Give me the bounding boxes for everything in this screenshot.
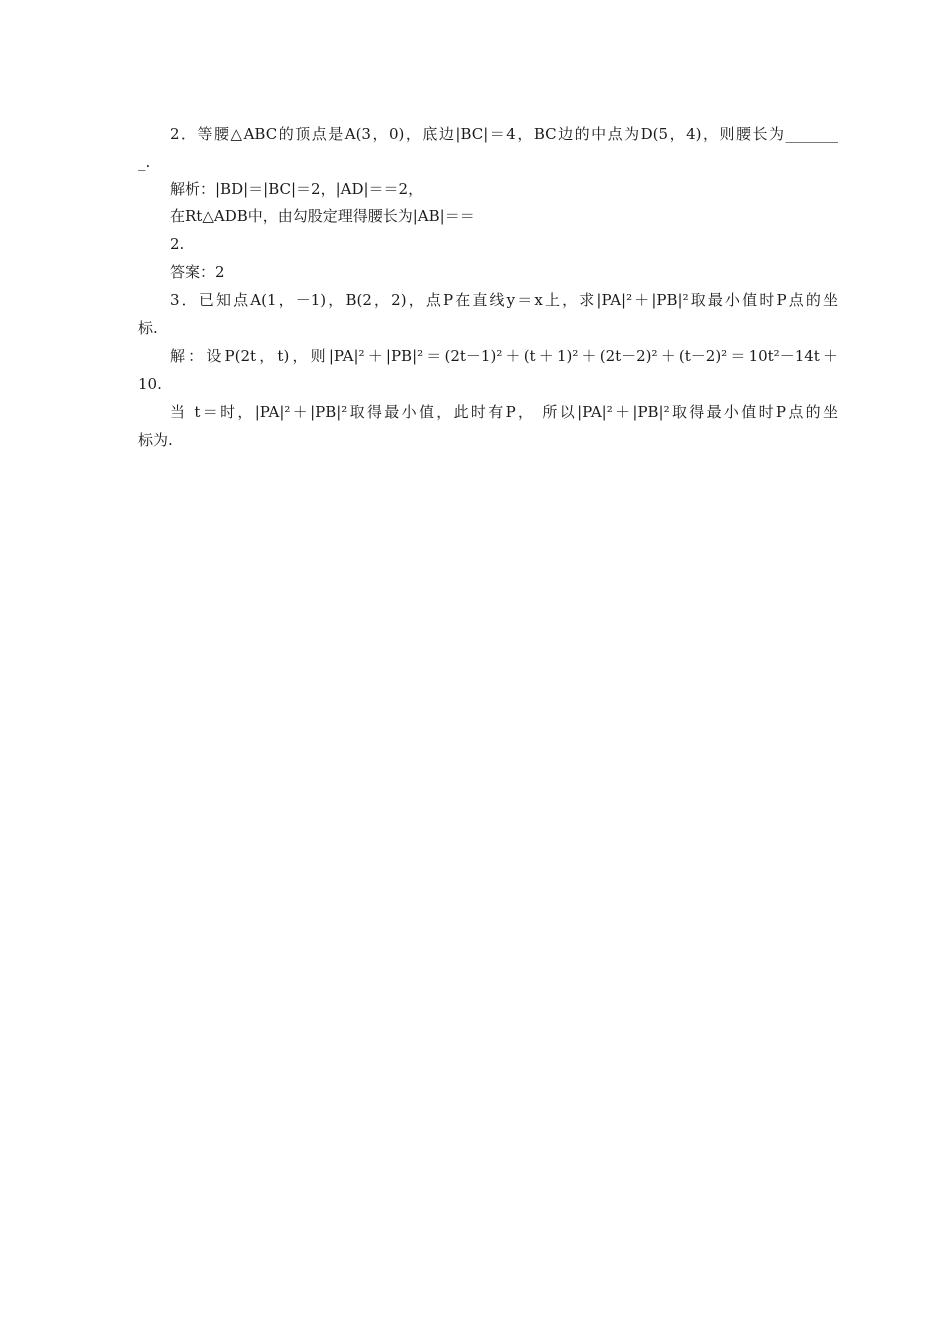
problem-3-statement: 3．已知点A(1，－1)，B(2，2)，点P在直线y＝x上，求|PA|²＋|PB|²取最小值时P点的坐: [170, 291, 838, 309]
problem-2-analysis-line-3: 2.: [170, 235, 185, 253]
problem-2-analysis-line-1: 解析：|BD|＝|BC|＝2，|AD|＝＝2，: [170, 180, 424, 198]
problem-3-statement-continued: 标.: [138, 319, 158, 337]
problem-3-solution-line-1: 解：设P(2t，t)，则|PA|²＋|PB|²＝(2t－1)²＋(t＋1)²＋(2t－2)²＋(t－2)²＝10t²－14t＋: [170, 347, 838, 365]
problem-3-solution-line-3: 当 t＝时，|PA|²＋|PB|²取得最小值，此时有P， 所以|PA|²＋|PB|²取得最小值时P点的坐: [170, 403, 838, 421]
problem-3-solution-line-2: 10.: [138, 375, 162, 393]
problem-2-statement-continued: _.: [138, 153, 151, 171]
problem-2-analysis-line-2: 在Rt△ADB中，由勾股定理得腰长为|AB|＝＝: [170, 207, 475, 225]
problem-3-solution-line-4: 标为.: [138, 431, 173, 449]
problem-2-statement: 2．等腰△ABC的顶点是A(3，0)，底边|BC|＝4，BC边的中点为D(5，4)，则腰长为_______: [170, 125, 838, 143]
problem-2-answer: 答案：2: [170, 263, 225, 281]
